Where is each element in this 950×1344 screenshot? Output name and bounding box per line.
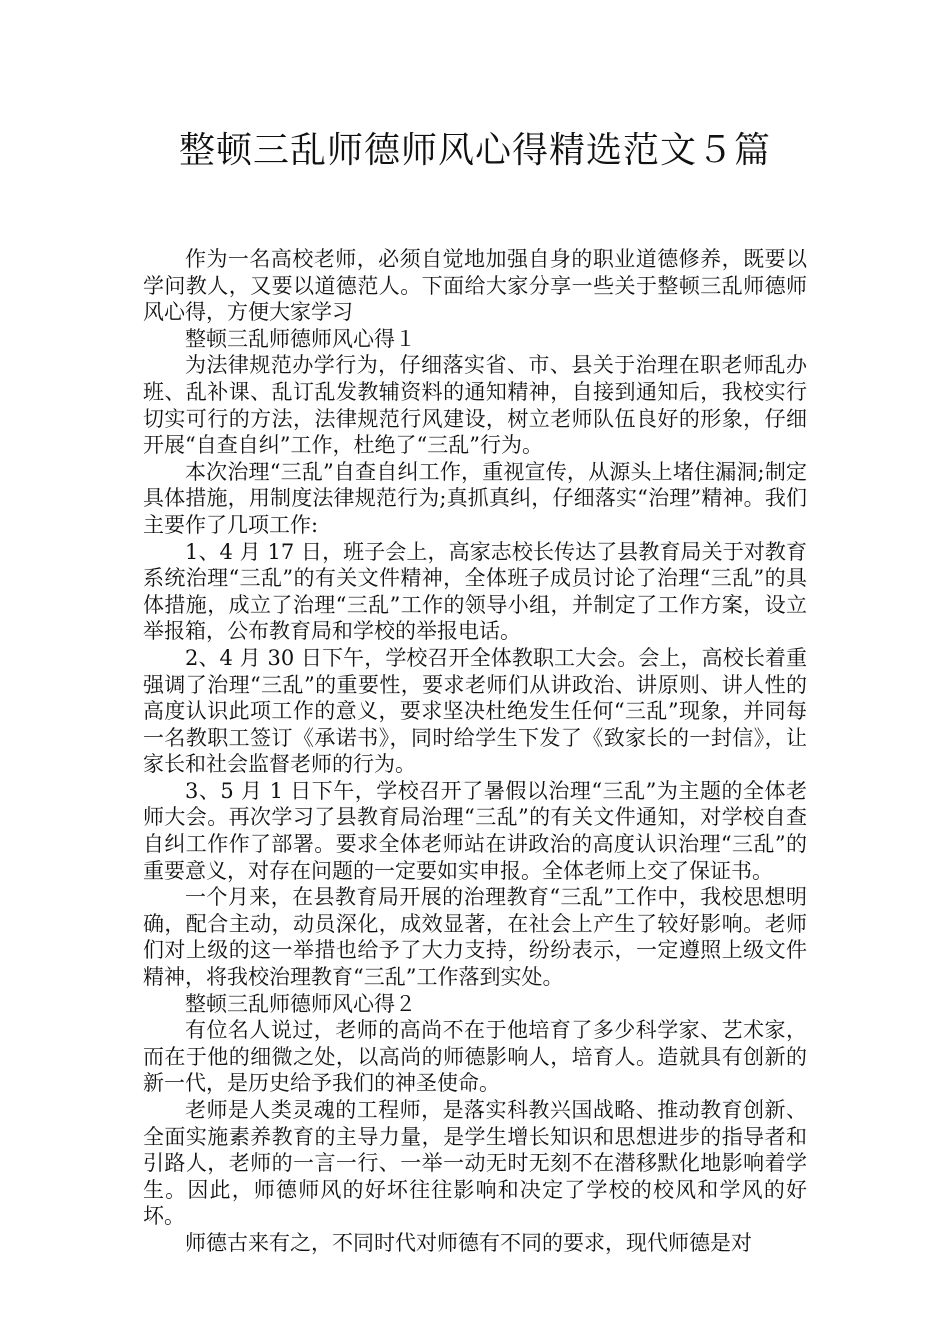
body-paragraph: 3、5 月 1 日下午，学校召开了暑假以治理“三乱”为主题的全体老师大会。再次学习了县教育局治理“三乱”的有关文件通知，对学校自查自纠工作作了部署。要求全体老师站在讲政治的高度认识治理“三乱”的重要意义，对存在问题的一定要如实申报。全体老师上交了保证书。 [143, 778, 807, 883]
body-paragraph: 一个月来，在县教育局开展的治理教育“三乱”工作中，我校思想明确，配合主动，动员深化，成效显著，在社会上产生了较好影响。老师们对上级的这一举措也给予了大力支持，纷纷表示，一定遵照上级文件精神，将我校治理教育“三乱”工作落到实处。 [143, 885, 807, 990]
body-paragraph: 本次治理“三乱”自查自纠工作，重视宣传，从源头上堵住漏洞;制定具体措施，用制度法律规范行为;真抓真纠，仔细落实“治理”精神。我们主要作了几项工作: [143, 459, 807, 537]
body-paragraph: 1、4 月 17 日，班子会上，高家志校长传达了县教育局关于对教育系统治理“三乱”的有关文件精神，全体班子成员讨论了治理“三乱”的具体措施，成立了治理“三乱”工作的领导小组，并制定了工作方案，设立举报箱，公布教育局和学校的举报电话。 [143, 539, 807, 644]
document-title: 整顿三乱师德师风心得精选范文５篇 [178, 130, 771, 171]
section-heading-2: 整顿三乱师德师风心得２ [185, 991, 416, 1016]
body-paragraph: 为法律规范办学行为，仔细落实省、市、县关于治理在职老师乱办班、乱补课、乱订乱发教辅资料的通知精神，自接到通知后，我校实行切实可行的方法，法律规范行风建设，树立老师队伍良好的形象，仔细开展“自查自纠”工作，杜绝了“三乱”行为。 [143, 353, 807, 458]
intro-paragraph: 作为一名高校老师，必须自觉地加强自身的职业道德修养，既要以学问教人，又要以道德范人。下面给大家分享一些关于整顿三乱师德师风心得，方便大家学习 [143, 247, 807, 325]
body-paragraph: 老师是人类灵魂的工程师，是落实科教兴国战略、推动教育创新、全面实施素养教育的主导力量，是学生增长知识和思想进步的指导者和引路人，老师的一言一行、一举一动无时无刻不在潜移默化地影响着学生。因此，师德师风的好坏往往影响和决定了学校的校风和学风的好坏。 [143, 1098, 807, 1229]
body-paragraph: 有位名人说过，老师的高尚不在于他培育了多少科学家、艺术家，而在于他的细微之处，以高尚的师德影响人，培育人。造就具有创新的新一代，是历史给予我们的神圣使命。 [143, 1018, 807, 1096]
body-paragraph: 师德古来有之，不同时代对师德有不同的要求，现代师德是对 [185, 1230, 752, 1255]
body-paragraph: 2、4 月 30 日下午，学校召开全体教职工大会。会上，高校长着重强调了治理“三乱”的重要性，要求老师们从讲政治、讲原则、讲人性的高度认识此项工作的意义，要求坚决杜绝发生任何“三乱”现象，并同每一名教职工签订《承诺书》，同时给学生下发了《致家长的一封信》，让家长和社会监督老师的行为。 [143, 645, 807, 777]
section-heading-1: 整顿三乱师德师风心得１ [185, 326, 416, 351]
document-body [143, 246, 807, 1257]
